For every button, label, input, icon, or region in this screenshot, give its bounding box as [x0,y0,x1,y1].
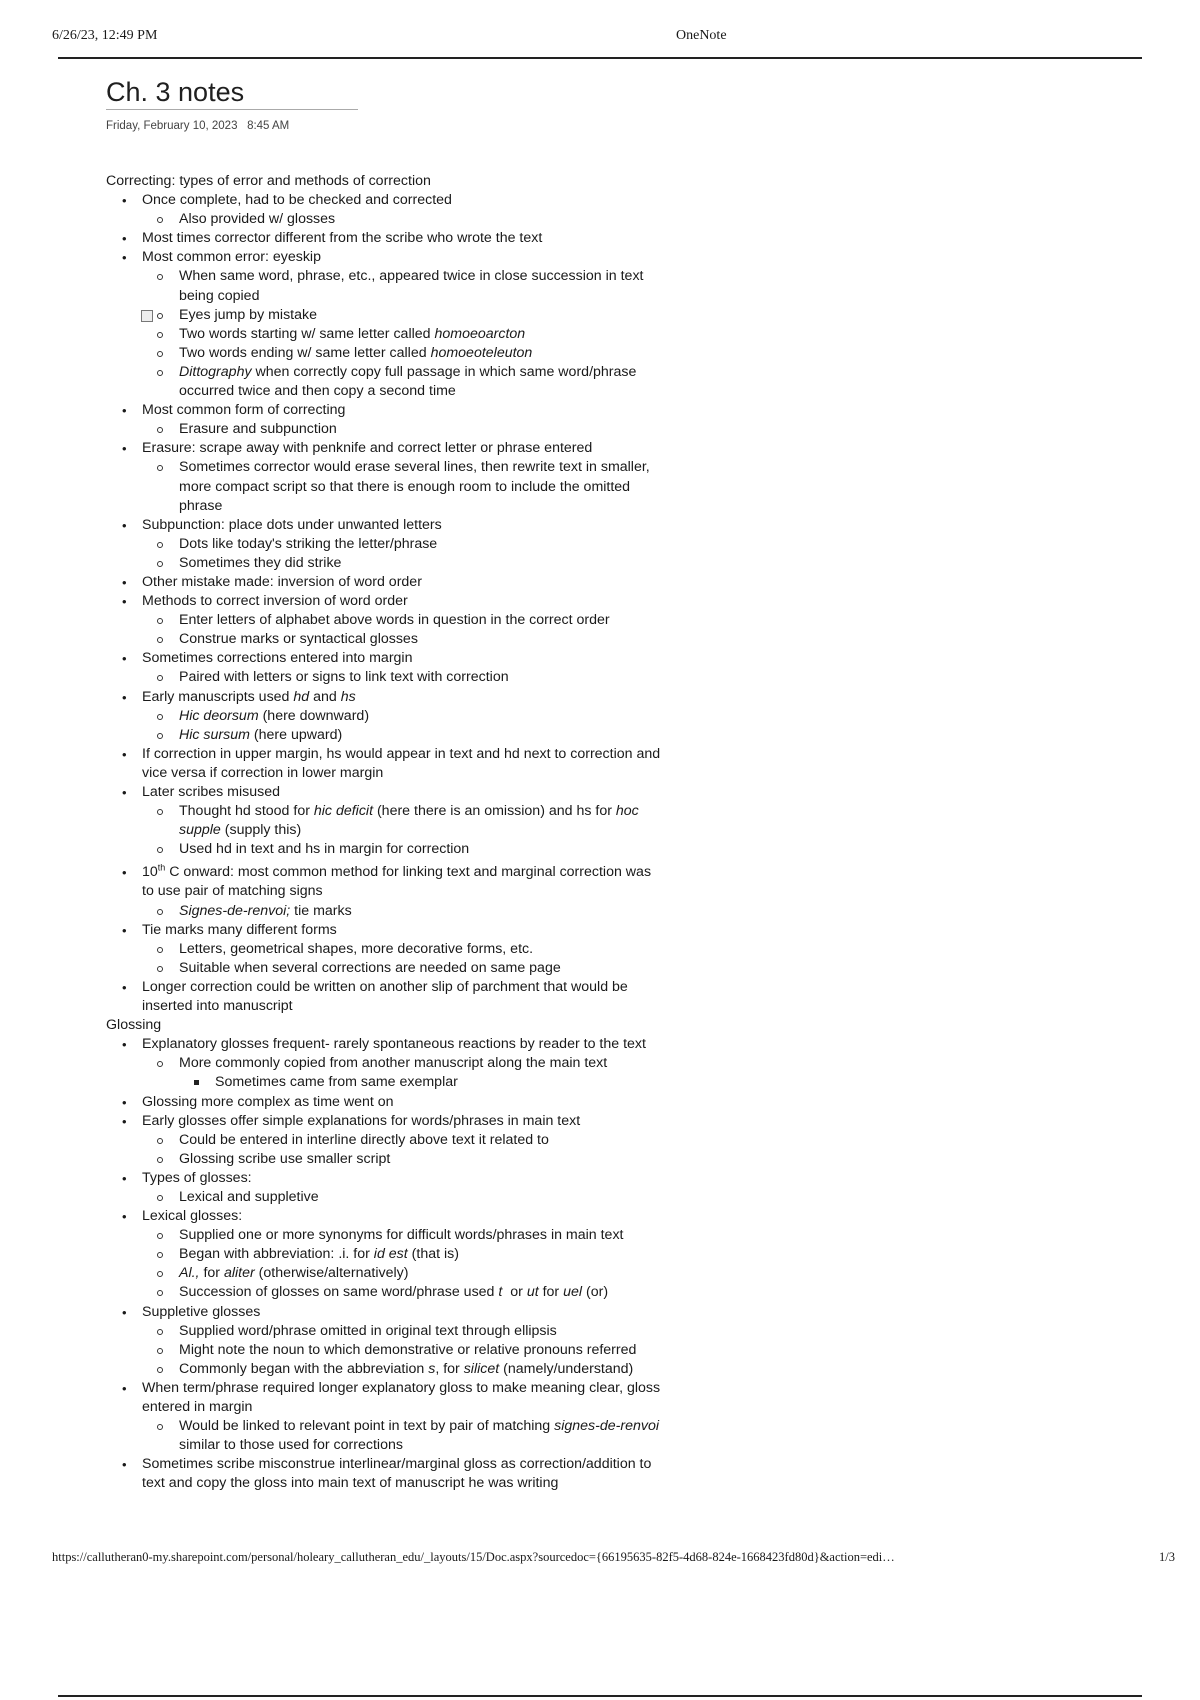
outline-line-continuation[interactable]: vice versa if correction in lower margin [142,764,384,781]
outline-bullet-item[interactable]: Sometimes they did strike [106,554,746,573]
outline-bullet-item[interactable]: Would be linked to relevant point in text by pair of matching signes-de-renvoi [106,1417,746,1436]
outline-heading[interactable]: Glossing [106,1017,162,1034]
outline-bullet-item[interactable]: • Once complete, had to be checked and corrected [106,191,746,210]
outline-bullet-item[interactable]: • Tie marks many different forms [106,921,746,940]
outline-line-continuation[interactable]: to use pair of matching signs [142,883,323,900]
page-date: Friday, February 10, 2023 [106,120,238,132]
outline-bullet-item[interactable]: • Explanatory glosses frequent- rarely spontaneous reactions by reader to the text [106,1035,746,1054]
outline-bullet-item[interactable]: • Lexical glosses: [106,1207,746,1226]
outline-bullet-item[interactable]: • Early glosses offer simple explanations for words/phrases in main text [106,1112,746,1131]
outline-bullet-item[interactable]: • Most common error: eyeskip [106,248,746,267]
outline-bullet-item[interactable]: Glossing scribe use smaller script [106,1150,746,1169]
print-page-number: 1/3 [1159,1550,1175,1564]
print-url: https://callutheran0-my.sharepoint.com/personal/holeary_callutheran_edu/_layouts/15/Doc.aspx?sourcedoc={66195635-82f5-4d68-824e-1668423fd80d}&action=edi… [52,1550,895,1564]
outline-bullet-item[interactable]: • Glossing more complex as time went on [106,1093,746,1112]
outline-bullet-item[interactable]: Enter letters of alphabet above words in question in the correct order [106,611,746,630]
outline-bullet-item[interactable]: Construe marks or syntactical glosses [106,630,746,649]
outline-bullet-item[interactable]: • 10th C onward: most common method for linking text and marginal correction was [106,863,746,882]
outline-bullet-item[interactable]: Might note the noun to which demonstrative or relative pronouns referred [106,1341,746,1360]
outline-line-continuation[interactable]: phrase [179,497,223,514]
outline-bullet-item[interactable]: • Erasure: scrape away with penknife and correct letter or phrase entered [106,439,746,458]
outline-bullet-item[interactable]: Began with abbreviation: .i. for id est (that is) [106,1245,746,1264]
outline-heading[interactable]: Correcting: types of error and methods of correction [106,173,431,189]
outline-bullet-item[interactable]: Also provided w/ glosses [106,210,746,229]
outline-line-continuation[interactable]: text and copy the gloss into main text of manuscript he was writing [142,1475,559,1492]
outline-bullet-item[interactable]: When same word, phrase, etc., appeared twice in close succession in text [106,267,746,286]
outline-line-continuation[interactable]: supple (supply this) [179,822,302,839]
outline-bullet-item[interactable]: Paired with letters or signs to link text with correction [106,668,746,687]
header-divider [58,57,1142,59]
outline-bullet-item[interactable]: • Methods to correct inversion of word order [106,592,746,611]
outline-bullet-item[interactable]: Supplied one or more synonyms for difficult words/phrases in main text [106,1226,746,1245]
outline-line-continuation[interactable]: occurred twice and then copy a second time [179,383,456,400]
page-title[interactable]: Ch. 3 notes [106,77,245,107]
outline-bullet-item[interactable]: Lexical and suppletive [106,1188,746,1207]
outline-bullet-item[interactable]: Supplied word/phrase omitted in original text through ellipsis [106,1322,746,1341]
outline-bullet-item[interactable]: Sometimes corrector would erase several lines, then rewrite text in smaller, [106,458,746,477]
outline-bullet-item[interactable]: • Suppletive glosses [106,1303,746,1322]
outline-bullet-item[interactable]: Could be entered in interline directly above text it related to [106,1131,746,1150]
outline-line-continuation[interactable]: inserted into manuscript [142,998,293,1015]
outline-bullet-item[interactable]: Hic deorsum (here downward) [106,707,746,726]
outline-bullet-item[interactable]: • Later scribes misused [106,783,746,802]
notes-outline[interactable] [106,172,746,1493]
outline-bullet-item[interactable]: Letters, geometrical shapes, more decorative forms, etc. [106,940,746,959]
print-datetime: 6/26/23, 12:49 PM [52,28,158,43]
outline-bullet-item[interactable]: Hic sursum (here upward) [106,726,746,745]
outline-bullet-item[interactable]: Al., for aliter (otherwise/alternatively) [106,1264,746,1283]
outline-line-continuation[interactable]: entered in margin [142,1399,253,1415]
outline-bullet-item[interactable]: • Longer correction could be written on another slip of parchment that would be [106,978,746,997]
outline-bullet-item[interactable]: • Most common form of correcting [106,401,746,420]
outline-bullet-item[interactable]: • Most times corrector different from the scribe who wrote the text [106,229,746,248]
outline-bullet-item[interactable]: Sometimes came from same exemplar [106,1073,746,1092]
outline-bullet-item[interactable]: Erasure and subpunction [106,420,746,439]
outline-bullet-item[interactable]: Thought hd stood for hic deficit (here there is an omission) and hs for hoc [106,802,746,821]
outline-bullet-item[interactable]: Signes-de-renvoi; tie marks [106,902,746,921]
outline-bullet-item[interactable]: • Sometimes corrections entered into margin [106,649,746,668]
paragraph-handle-icon[interactable] [141,310,153,322]
outline-bullet-item[interactable]: • If correction in upper margin, hs would appear in text and hd next to correction and [106,745,746,764]
outline-bullet-item[interactable]: • Subpunction: place dots under unwanted letters [106,516,746,535]
outline-bullet-item[interactable]: Dittography when correctly copy full passage in which same word/phrase [106,363,746,382]
outline-bullet-item[interactable]: Eyes jump by mistake [106,306,746,325]
outline-line-continuation[interactable]: more compact script so that there is enough room to include the omitted [179,478,631,495]
outline-bullet-item[interactable]: Suitable when several corrections are needed on same page [106,959,746,978]
title-underline [106,109,358,110]
print-app-name: OneNote [676,28,727,43]
outline-bullet-item[interactable]: Two words starting w/ same letter called homoeoarcton [106,325,746,344]
outline-bullet-item[interactable]: • Early manuscripts used hd and hs [106,688,746,707]
outline-bullet-item[interactable]: Commonly began with the abbreviation s, for silicet (namely/understand) [106,1360,746,1379]
outline-bullet-item[interactable]: Succession of glosses on same word/phrase used t or ut for uel (or) [106,1283,746,1302]
outline-bullet-item[interactable]: Two words ending w/ same letter called homoeoteleuton [106,344,746,363]
page-time: 8:45 AM [247,120,290,132]
outline-bullet-item[interactable]: • When term/phrase required longer explanatory gloss to make meaning clear, gloss [106,1379,746,1398]
page-break-divider [58,1695,1142,1697]
outline-bullet-item[interactable]: Used hd in text and hs in margin for correction [106,840,746,859]
page-timestamp [106,120,289,132]
outline-bullet-item[interactable]: More commonly copied from another manuscript along the main text [106,1054,746,1073]
outline-bullet-item[interactable]: Dots like today's striking the letter/phrase [106,535,746,554]
outline-line-continuation[interactable]: being copied [179,287,260,304]
outline-bullet-item[interactable]: • Sometimes scribe misconstrue interlinear/marginal gloss as correction/addition to [106,1455,746,1474]
outline-bullet-item[interactable]: • Other mistake made: inversion of word order [106,573,746,592]
outline-line-continuation[interactable]: similar to those used for corrections [179,1437,403,1454]
outline-bullet-item[interactable]: • Types of glosses: [106,1169,746,1188]
